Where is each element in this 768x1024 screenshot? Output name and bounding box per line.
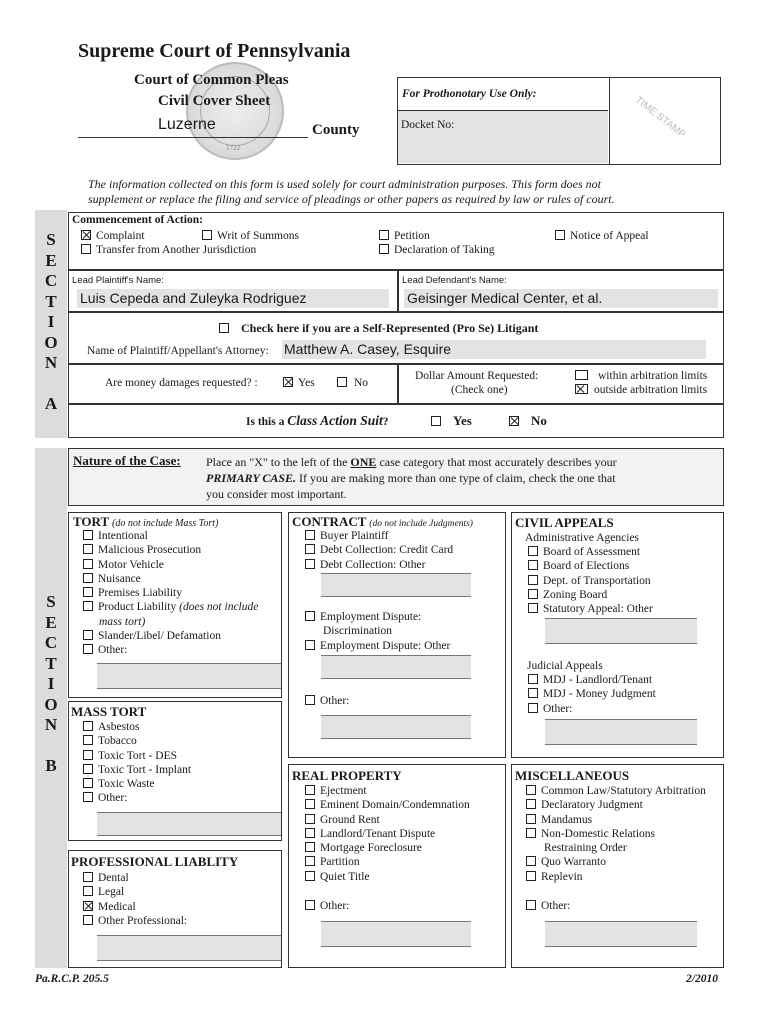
ca-zoning-checkbox[interactable] <box>528 589 538 599</box>
tort-product-option[interactable]: Product Liability (does not include <box>83 600 258 614</box>
mass-other-checkbox[interactable] <box>83 792 93 802</box>
mass-des-option[interactable]: Toxic Tort - DES <box>83 749 191 763</box>
tort-intentional-option[interactable]: Intentional <box>83 529 258 543</box>
mass-tobacco-checkbox[interactable] <box>83 735 93 745</box>
complaint-checkbox[interactable] <box>81 230 91 240</box>
nature-line-1: Place an "X" to the left of the ONE case category that most accurately describes your <box>206 455 617 469</box>
misc-non-domestic-option[interactable]: Non-Domestic Relations <box>526 827 706 841</box>
contract-emp-other-checkbox[interactable] <box>305 640 315 650</box>
plaintiff-label: Lead Plaintiff's Name: <box>72 275 164 286</box>
rp-quiet-title-checkbox[interactable] <box>305 871 315 881</box>
contract-emp-disc-option[interactable]: Employment Dispute: <box>305 610 450 624</box>
commencement-box <box>68 212 724 270</box>
county-name: Luzerne <box>158 116 216 133</box>
misc-box: MISCELLANEOUS Common Law/Statutory Arbitration Declaratory Judgment Mandamus Non-Domestic Relations Restraining Order Quo Warranto Replevin Other: <box>511 764 724 968</box>
petition-checkbox[interactable] <box>379 230 389 240</box>
ca-elections-checkbox[interactable] <box>528 560 538 570</box>
rp-ejectment-checkbox[interactable] <box>305 785 315 795</box>
nature-line-3: you consider most important. <box>206 487 347 501</box>
section-b-label: S E C T I O N B <box>35 448 67 968</box>
rp-quiet-title-option[interactable]: Quiet Title <box>305 870 470 884</box>
rp-mortgage-checkbox[interactable] <box>305 842 315 852</box>
rp-mortgage-option[interactable]: Mortgage Foreclosure <box>305 841 470 855</box>
misc-other-option[interactable]: Other: <box>526 899 570 913</box>
commencement-label: Commencement of Action: <box>72 214 203 226</box>
tort-motor-vehicle-checkbox[interactable] <box>83 559 93 569</box>
misc-declaratory-checkbox[interactable] <box>526 799 536 809</box>
rp-partition-option[interactable]: Partition <box>305 855 470 869</box>
misc-replevin-checkbox[interactable] <box>526 871 536 881</box>
contract-buyer-option[interactable]: Buyer Plaintiff <box>305 529 453 543</box>
docket-label: Docket No: <box>401 119 455 131</box>
contract-emp-other-option[interactable]: Employment Dispute: Other <box>305 639 450 653</box>
declaration-checkbox[interactable] <box>379 244 389 254</box>
mass-waste-option[interactable]: Toxic Waste <box>83 777 191 791</box>
tort-malicious-checkbox[interactable] <box>83 544 93 554</box>
civil-appeals-title: CIVIL APPEALS <box>515 515 614 530</box>
tort-box: TORT (do not include Mass Tort) Intentional Malicious Prosecution Motor Vehicle Nuisance Premises Liability Product Liability (does not include mass tort) Slander/Libel/ Defamation Other: <box>68 512 282 698</box>
misc-arbitration-checkbox[interactable] <box>526 785 536 795</box>
ca-assessment-option[interactable]: Board of Assessment <box>528 545 653 559</box>
attorney-label: Name of Plaintiff/Appellant's Attorney: <box>87 345 269 357</box>
defendant-input[interactable]: Geisinger Medical Center, et al. <box>404 289 718 308</box>
class-no-checkbox[interactable] <box>509 416 519 426</box>
tort-other-checkbox[interactable] <box>83 644 93 654</box>
professional-title: PROFESSIONAL LIABLITY <box>71 854 239 869</box>
contract-debt-card-option[interactable]: Debt Collection: Credit Card <box>305 543 453 557</box>
pro-se-option[interactable]: Check here if you are a Self-Represented (Pro Se) Litigant <box>219 321 538 335</box>
mass-asbestos-checkbox[interactable] <box>83 721 93 731</box>
tort-other-input[interactable] <box>97 663 281 689</box>
ca-statutory-input[interactable] <box>545 618 697 644</box>
misc-other-checkbox[interactable] <box>526 900 536 910</box>
footer-date: 2/2010 <box>686 973 718 985</box>
rp-other-option[interactable]: Other: <box>305 899 349 913</box>
within-limits-checkbox[interactable] <box>575 370 588 380</box>
tort-premises-checkbox[interactable] <box>83 587 93 597</box>
attorney-box <box>68 312 724 364</box>
mass-other-input[interactable] <box>97 812 281 836</box>
real-property-title: REAL PROPERTY <box>292 768 402 783</box>
time-stamp-box <box>609 77 721 165</box>
tort-nuisance-option[interactable]: Nuisance <box>83 572 258 586</box>
ca-other-option[interactable]: Other: <box>528 702 656 716</box>
ca-statutory-option[interactable]: Statutory Appeal: Other <box>528 602 653 616</box>
defendant-label: Lead Defendant's Name: <box>402 275 507 286</box>
pro-se-checkbox[interactable] <box>219 323 229 333</box>
prof-medical-option[interactable]: Medical <box>83 900 187 914</box>
contract-buyer-checkbox[interactable] <box>305 530 315 540</box>
contract-emp-other-input[interactable] <box>321 655 471 679</box>
contract-debt-other-option[interactable]: Debt Collection: Other <box>305 558 453 572</box>
mass-tort-title: MASS TORT <box>71 704 147 719</box>
contract-other-input[interactable] <box>321 715 471 739</box>
nature-box <box>68 448 724 506</box>
ca-mdj-landlord-option[interactable]: MDJ - Landlord/Tenant <box>528 673 656 687</box>
rp-ground-option[interactable]: Ground Rent <box>305 813 470 827</box>
writ-checkbox[interactable] <box>202 230 212 240</box>
damages-yes-option[interactable]: Yes <box>283 376 315 390</box>
docket-area <box>398 110 608 163</box>
ca-other-input[interactable] <box>545 719 697 745</box>
ca-assessment-checkbox[interactable] <box>528 546 538 556</box>
notice-appeal-checkbox[interactable] <box>555 230 565 240</box>
prof-legal-option[interactable]: Legal <box>83 885 187 899</box>
ca-zoning-option[interactable]: Zoning Board <box>528 588 653 602</box>
prof-legal-checkbox[interactable] <box>83 886 93 896</box>
contract-other-checkbox[interactable] <box>305 695 315 705</box>
time-stamp-label: TIME STAMP <box>633 94 688 141</box>
mass-tobacco-option[interactable]: Tobacco <box>83 734 191 748</box>
nature-label: Nature of the Case: <box>73 453 181 468</box>
mass-other-option[interactable]: Other: <box>83 791 191 805</box>
prof-medical-checkbox[interactable] <box>83 901 93 911</box>
within-limits-option[interactable]: within arbitration limits <box>575 369 707 383</box>
mass-implant-option[interactable]: Toxic Tort - Implant <box>83 763 191 777</box>
professional-box <box>68 850 282 968</box>
prof-other-input[interactable] <box>97 935 281 961</box>
rp-landlord-checkbox[interactable] <box>305 828 315 838</box>
outside-limits-option[interactable]: outside arbitration limits <box>575 383 707 397</box>
misc-non-domestic-checkbox[interactable] <box>526 828 536 838</box>
mass-asbestos-option[interactable]: Asbestos <box>83 720 191 734</box>
prothonotary-box <box>397 77 610 165</box>
court-subtitle: Court of Common Pleas <box>134 72 289 88</box>
rp-eminent-option[interactable]: Eminent Domain/Condemnation <box>305 798 470 812</box>
prof-other-checkbox[interactable] <box>83 915 93 925</box>
tort-slander-checkbox[interactable] <box>83 630 93 640</box>
contract-other-option[interactable]: Other: <box>305 694 349 708</box>
ca-transportation-option[interactable]: Dept. of Transportation <box>528 574 653 588</box>
class-action-box <box>68 404 724 438</box>
notice-line-2: supplement or replace the filing and service of pleadings or other papers as required by law or rules of court. <box>88 192 615 206</box>
class-yes-checkbox[interactable] <box>431 416 441 426</box>
check-one-label: (Check one) <box>451 384 508 396</box>
form-title: Civil Cover Sheet <box>158 93 271 109</box>
dollar-amount-label: Dollar Amount Requested: <box>415 370 539 382</box>
transfer-option[interactable]: Transfer from Another Jurisdiction <box>81 243 256 257</box>
prof-dental-option[interactable]: Dental <box>83 871 187 885</box>
tort-product-checkbox[interactable] <box>83 601 93 611</box>
damages-box <box>68 364 724 404</box>
footer-rule: Pa.R.C.P. 205.5 <box>35 973 109 985</box>
rp-ejectment-option[interactable]: Ejectment <box>305 784 470 798</box>
class-no-option[interactable]: No <box>509 414 547 428</box>
contract-debt-other-checkbox[interactable] <box>305 559 315 569</box>
ca-mdj-money-checkbox[interactable] <box>528 688 538 698</box>
mass-des-checkbox[interactable] <box>83 750 93 760</box>
court-title: Supreme Court of Pennsylvania <box>78 40 351 62</box>
ca-mdj-landlord-checkbox[interactable] <box>528 674 538 684</box>
contract-debt-card-checkbox[interactable] <box>305 544 315 554</box>
notice-line-1: The information collected on this form is used solely for court administration purposes. This form does not <box>88 177 601 191</box>
misc-other-input[interactable] <box>545 921 697 947</box>
rp-other-input[interactable] <box>321 921 471 947</box>
rp-landlord-option[interactable]: Landlord/Tenant Dispute <box>305 827 470 841</box>
ca-statutory-checkbox[interactable] <box>528 603 538 613</box>
prof-other-option[interactable]: Other Professional: <box>83 914 187 928</box>
writ-option[interactable]: Writ of Summons <box>202 229 299 243</box>
misc-quo-warranto-option[interactable]: Quo Warranto <box>526 855 706 869</box>
ca-elections-option[interactable]: Board of Elections <box>528 559 653 573</box>
parties-box <box>68 270 724 312</box>
tort-title: TORT <box>73 514 110 529</box>
contract-debt-other-input[interactable] <box>321 573 471 597</box>
section-a-label: S E C T I O N A <box>35 210 67 438</box>
complaint-option[interactable]: Complaint <box>81 229 145 243</box>
county-label: County <box>312 122 360 138</box>
mass-implant-checkbox[interactable] <box>83 764 93 774</box>
transfer-checkbox[interactable] <box>81 244 91 254</box>
ca-other-checkbox[interactable] <box>528 703 538 713</box>
tort-malicious-option[interactable]: Malicious Prosecution <box>83 543 258 557</box>
misc-title: MISCELLANEOUS <box>515 768 630 783</box>
prof-dental-checkbox[interactable] <box>83 872 93 882</box>
prothonotary-label: For Prothonotary Use Only: <box>402 88 537 100</box>
class-yes-option[interactable]: Yes <box>431 414 472 428</box>
misc-mandamus-option[interactable]: Mandamus <box>526 813 706 827</box>
rp-eminent-checkbox[interactable] <box>305 799 315 809</box>
tort-slander-option[interactable]: Slander/Libel/ Defamation <box>83 629 258 643</box>
declaration-option[interactable]: Declaration of Taking <box>379 243 495 257</box>
plaintiff-input[interactable]: Luis Cepeda and Zuleyka Rodriguez <box>77 289 389 308</box>
mass-tort-box <box>68 701 282 841</box>
damages-no-checkbox[interactable] <box>337 377 347 387</box>
misc-declaratory-option[interactable]: Declaratory Judgment <box>526 798 706 812</box>
ca-mdj-money-option[interactable]: MDJ - Money Judgment <box>528 687 656 701</box>
class-action-question: Is this a Class Action Suit? <box>246 413 389 428</box>
ca-transportation-checkbox[interactable] <box>528 575 538 585</box>
outside-limits-checkbox[interactable] <box>575 384 588 394</box>
damages-yes-checkbox[interactable] <box>283 377 293 387</box>
tort-nuisance-checkbox[interactable] <box>83 573 93 583</box>
misc-quo-warranto-checkbox[interactable] <box>526 856 536 866</box>
contract-emp-disc-checkbox[interactable] <box>305 611 315 621</box>
tort-intentional-checkbox[interactable] <box>83 530 93 540</box>
tort-premises-option[interactable]: Premises Liability <box>83 586 258 600</box>
attorney-input[interactable]: Matthew A. Casey, Esquire <box>282 340 706 359</box>
seal-year: 1722 <box>226 144 240 152</box>
civil-appeals-box: CIVIL APPEALS Administrative Agencies Board of Assessment Board of Elections Dept. of Transportation Zoning Board Statutory Appeal: Other Judicial Appeals MDJ - Landlord/Tenant MDJ - Money Judgment Other: <box>511 512 724 758</box>
notice-appeal-option[interactable]: Notice of Appeal <box>555 229 649 243</box>
misc-arbitration-option[interactable]: Common Law/Statutory Arbitration <box>526 784 706 798</box>
misc-mandamus-checkbox[interactable] <box>526 814 536 824</box>
tort-motor-vehicle-option[interactable]: Motor Vehicle <box>83 558 258 572</box>
rp-ground-checkbox[interactable] <box>305 814 315 824</box>
misc-replevin-option[interactable]: Replevin <box>526 870 706 884</box>
contract-box: CONTRACT (do not include Judgments) Buyer Plaintiff Debt Collection: Credit Card Debt Collection: Other Employment Dispute: Discrimination Employment Dispute: Other Other: <box>288 512 506 758</box>
rp-other-checkbox[interactable] <box>305 900 315 910</box>
mass-waste-checkbox[interactable] <box>83 778 93 788</box>
petition-option[interactable]: Petition <box>379 229 430 243</box>
tort-other-option[interactable]: Other: <box>83 643 258 657</box>
damages-no-option[interactable]: No <box>337 376 368 390</box>
rp-partition-checkbox[interactable] <box>305 856 315 866</box>
nature-line-2: PRIMARY CASE. If you are making more than one type of claim, check the one that <box>206 471 616 485</box>
money-damages-question: Are money damages requested? : <box>105 377 258 389</box>
real-property-box <box>288 764 506 968</box>
contract-title: CONTRACT <box>292 514 367 529</box>
